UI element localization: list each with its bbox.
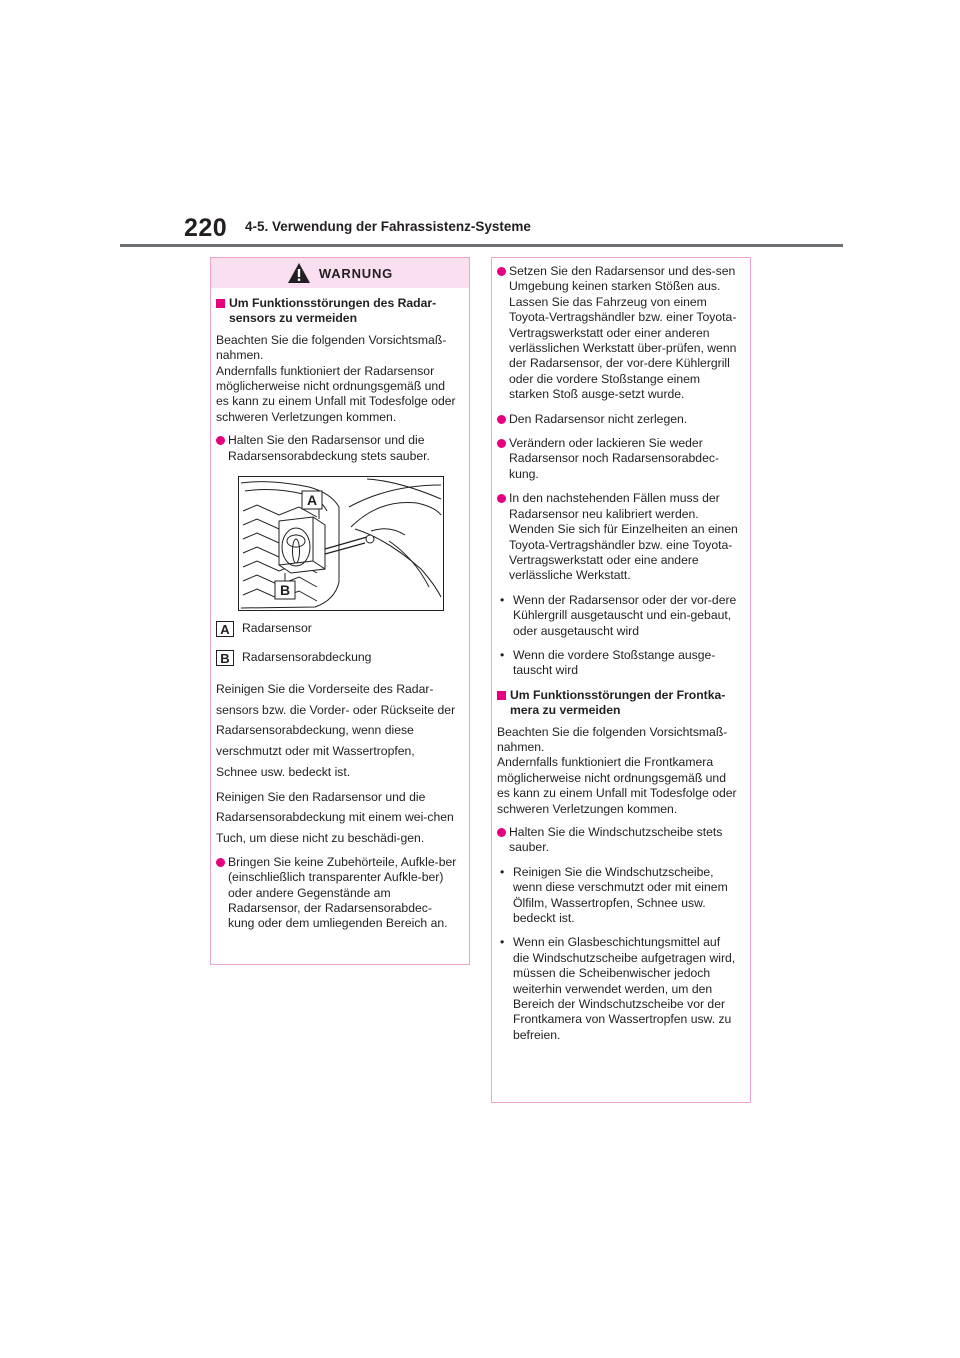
svg-text:B: B: [279, 582, 291, 599]
sub-item: [497, 935, 738, 1043]
bullet-text: Lassen Sie das Fahrzeug von einem Toyota-Vertragshändler bzw. einer Toyota-Vertragswerkstatt oder einer anderen verlässlichen Werkstatt über-prüfen, wenn der Radarsensor, der vor-dere Kühlergrill oder die vordere Stoßstange einem starken Stoß ausge-setzt wurde.: [509, 294, 737, 402]
sub-item: [497, 648, 738, 679]
square-bullet-icon: [216, 299, 225, 308]
bullet-item: [216, 855, 457, 932]
warning-box-left: [210, 257, 470, 965]
warning-label: WARNUNG: [318, 265, 394, 281]
bullet-text: In den nachstehenden Fällen muss der Radarsensor neu kalibriert werden. Wenden Sie sich für Einzelheiten an einen Toyota-Vertragshändler bzw. eine Toyota-Vertragswerkstatt oder eine andere verlässliche Werkstatt.: [509, 491, 738, 583]
headline-radar: [216, 296, 457, 327]
paragraph: [497, 725, 738, 817]
bullet-text: Bringen Sie keine Zubehörteile, Aufkle-ber (einschließlich transparenter Aufkle-ber) oder andere Gegenstände am Radarsensor, der Radarsensorabdec-kung oder dem umliegenden Bereich an.: [228, 854, 457, 931]
callout-b: [216, 650, 457, 666]
callout-a: [216, 621, 457, 637]
headline-camera-text: Um Funktionsstörungen der Frontka-mera zu vermeiden: [510, 687, 726, 718]
dot-bullet-icon: [497, 828, 506, 837]
square-bullet-icon: [497, 691, 506, 700]
bullet-content: [509, 264, 738, 403]
bullet-text: Den Radarsensor nicht zerlegen.: [509, 411, 688, 426]
callout-text: Radarsensorabdeckung: [242, 650, 372, 665]
sub-bullet-mark: •: [500, 864, 505, 879]
dot-bullet-icon: [497, 494, 506, 503]
headline-radar-text: Um Funktionsstörungen des Radar-sensors zu vermeiden: [229, 296, 437, 326]
header-rule: [120, 244, 843, 247]
bullet-text: Setzen Sie den Radarsensor und des-sen Umgebung keinen starken Stößen aus.: [509, 264, 736, 294]
cleaning-paragraph-1: Reinigen Sie die Vorderseite des Radar-sensors bzw. die Vorder- oder Rückseite der Radarsensorabdeckung, wenn diese verschmutzt oder mit Wassertropfen, Schnee usw. bedeckt ist.: [216, 682, 456, 779]
bullet-item: [497, 412, 738, 427]
page-number: 220: [184, 214, 228, 242]
figure-label-a: [302, 491, 322, 509]
sub-text: Wenn ein Glasbeschichtungsmittel auf die Windschutzscheibe aufgetragen wird, müssen die Scheibenwischer jedoch weiterhin verwendet werden, um den Bereich der Windschutzscheibe vor der Frontkamera von Wassertropfen usw. zu befreien.: [513, 935, 736, 1042]
sub-bullet-mark: •: [500, 592, 505, 607]
sub-bullet-mark: •: [500, 647, 505, 662]
dot-bullet-icon: [216, 858, 225, 867]
headline-camera: [497, 688, 738, 719]
warning-box-right: [491, 257, 751, 1103]
paragraph-line: Andernfalls funktioniert der Radarsensor möglicherweise nicht ordnungsgemäß und es kann zu einem Unfall mit Todesfolge oder schweren Verletzungen kommen.: [216, 363, 456, 424]
svg-text:A: A: [306, 492, 318, 509]
dot-bullet-icon: [497, 415, 506, 424]
radar-sensor-figure: [238, 476, 444, 611]
paragraph-line: Andernfalls funktioniert die Frontkamera möglicherweise nicht ordnungsgemäß und es kann zu einem Unfall mit Todesfolge oder schweren Verletzungen kommen.: [497, 755, 737, 816]
sub-text: Wenn die vordere Stoßstange ausge-tauscht wird: [513, 647, 716, 678]
paragraph-line: Beachten Sie die folgenden Vorsichtsmaß-nahmen.: [497, 724, 728, 754]
callout-text: Radarsensor: [242, 621, 312, 636]
sub-text: Reinigen Sie die Windschutzscheibe, wenn diese verschmutzt oder mit einem Ölfilm, Wassertropfen, Schnee usw. bedeckt ist.: [513, 864, 728, 926]
bullet-item: [216, 433, 457, 464]
cleaning-paragraph-2: Reinigen Sie den Radarsensor und die Radarsensorabdeckung mit einem wei-chen Tuch, um diese nicht zu beschädi-gen.: [216, 789, 454, 845]
paragraph-line: Beachten Sie die folgenden Vorsichtsmaß-nahmen.: [216, 332, 447, 363]
bullet-item: [497, 264, 738, 403]
dot-bullet-icon: [216, 436, 225, 445]
dot-bullet-icon: [497, 267, 506, 276]
warning-header: [211, 258, 469, 288]
figure-label-b: [275, 581, 295, 599]
bullet-item: [497, 436, 738, 482]
bullet-item: [497, 825, 738, 856]
radar-sensor-illustration: [239, 477, 443, 610]
sub-bullet-mark: •: [500, 935, 505, 950]
section-title: 4-5. Verwendung der Fahrassistenz-Systeme: [245, 219, 531, 234]
bullet-text: Verändern oder lackieren Sie weder Radarsensor noch Radarsensorabdec-kung.: [509, 436, 720, 481]
bullet-text: Halten Sie die Windschutzscheibe stets sauber.: [509, 825, 723, 855]
callout-letter: B: [216, 650, 234, 666]
paragraph: [216, 333, 457, 425]
warning-triangle-icon: [287, 262, 311, 284]
dot-bullet-icon: [497, 439, 506, 448]
sub-item: [497, 593, 738, 639]
bullet-text: Halten Sie den Radarsensor und die Radarsensorabdeckung stets sauber.: [228, 433, 430, 463]
sub-text: Wenn der Radarsensor oder der vor-dere Kühlergrill ausgetauscht und ein-gebaut, oder ausgetauscht wird: [513, 592, 737, 638]
sub-item: [497, 865, 738, 927]
bullet-item: [497, 491, 738, 583]
callout-letter: A: [216, 621, 234, 637]
